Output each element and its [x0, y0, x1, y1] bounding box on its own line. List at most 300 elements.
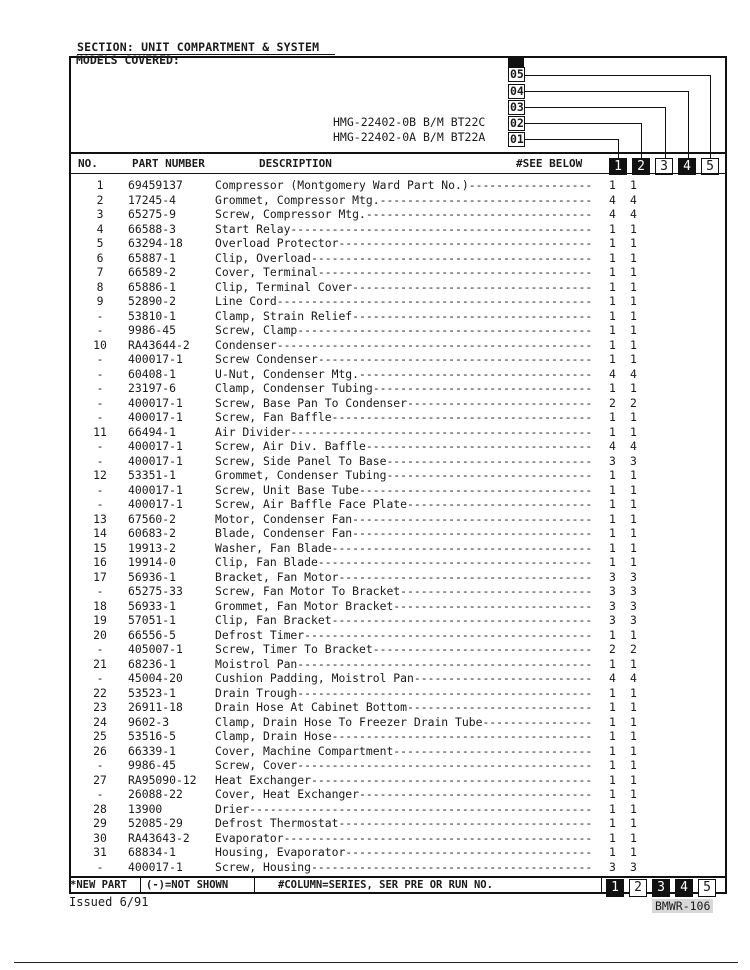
part-number: 53810-1 [128, 308, 177, 323]
part-description: Overload Protector------------------------------------- [215, 236, 593, 250]
table-row [0, 584, 750, 598]
quantity-col-2: 1 [630, 178, 637, 192]
quantity-col-1: 1 [609, 337, 616, 352]
footer-series-2: 2 [629, 879, 647, 897]
quantity-col-1: 1 [609, 410, 616, 424]
quantity-col-2: 1 [630, 468, 637, 482]
table-row [0, 860, 750, 874]
leader-line [525, 139, 619, 140]
table-row [0, 251, 750, 265]
table-row [0, 555, 750, 569]
quantity-col-1: 3 [609, 598, 616, 613]
footer-column-note: #COLUMN=SERIES, SER PRE OR RUN NO. [278, 879, 493, 891]
part-description: Clamp, Drain Hose To Freezer Drain Tube---------------- [215, 714, 593, 729]
table-row [0, 381, 750, 395]
table-row [0, 758, 750, 772]
table-row [0, 787, 750, 801]
part-description: Evaporator--------------------------------------------- [215, 830, 593, 845]
table-row [0, 541, 750, 555]
quantity-col-1: 1 [609, 729, 616, 743]
table-row [0, 512, 750, 526]
table-row [0, 657, 750, 671]
part-description: Condenser---------------------------------------------- [215, 337, 593, 352]
model-line: HMG-22402-0A B/M BT22A [333, 130, 486, 144]
quantity-col-2: 2 [630, 395, 637, 410]
part-description: Cover, Heat Exchanger---------------------------------- [215, 787, 593, 801]
quantity-col-2: 1 [630, 656, 637, 671]
quantity-col-1: 3 [609, 569, 616, 584]
part-number: 405007-1 [128, 642, 183, 656]
item-number: 17 [93, 569, 107, 584]
part-number: 66588-3 [128, 221, 177, 236]
table-row [0, 468, 750, 482]
quantity-col-2: 1 [630, 294, 637, 308]
table-row [0, 831, 750, 845]
quantity-col-2: 1 [630, 308, 637, 323]
part-number: 9986-45 [128, 758, 177, 772]
part-description: Defrost Thermostat------------------------------------- [215, 816, 593, 830]
table-row [0, 454, 750, 468]
quantity-col-2: 4 [630, 207, 637, 221]
part-number: 400017-1 [128, 352, 183, 366]
part-number: RA43643-2 [128, 830, 190, 845]
footer-divider [254, 877, 255, 894]
table-row [0, 193, 750, 207]
quantity-col-1: 1 [609, 830, 616, 845]
footer-rule [70, 876, 726, 878]
part-number: 19913-2 [128, 540, 177, 555]
quantity-col-1: 1 [609, 468, 616, 482]
footer-series-1: 1 [606, 879, 624, 897]
item-number: 6 [96, 250, 104, 265]
col-header-description: DESCRIPTION [259, 157, 332, 170]
part-number: 400017-1 [128, 453, 183, 468]
table-row [0, 845, 750, 859]
quantity-col-2: 1 [630, 787, 637, 801]
quantity-col-2: 1 [630, 279, 637, 294]
item-number: 27 [93, 772, 107, 787]
table-row [0, 526, 750, 540]
quantity-col-2: 3 [630, 613, 637, 627]
quantity-col-1: 1 [609, 381, 616, 395]
leader-line [525, 123, 642, 124]
table-row [0, 570, 750, 584]
quantity-col-1: 1 [609, 265, 616, 279]
series-column-1: 1 [609, 158, 627, 175]
footer-divider [601, 877, 602, 894]
leader-line [688, 91, 689, 159]
quantity-col-2: 4 [630, 439, 637, 453]
quantity-col-1: 1 [609, 294, 616, 308]
table-row [0, 280, 750, 294]
table-row [0, 729, 750, 743]
item-number: 30 [93, 830, 107, 845]
quantity-col-1: 3 [609, 453, 616, 468]
part-description: Screw, Timer To Bracket-------------------------------- [215, 642, 593, 656]
part-number: 23197-6 [128, 381, 177, 395]
part-description: Screw, Air Baffle Face Plate--------------------------- [215, 497, 593, 511]
part-number: 52890-2 [128, 294, 177, 308]
quantity-col-1: 1 [609, 526, 616, 540]
quantity-col-1: 2 [609, 642, 616, 656]
series-column-5: 5 [701, 158, 719, 175]
quantity-col-2: 3 [630, 598, 637, 613]
part-description: U-Nut, Condenser Mtg.---------------------------------- [215, 366, 593, 381]
quantity-col-2: 2 [630, 642, 637, 656]
part-description: Heat Exchanger----------------------------------------- [215, 772, 593, 787]
quantity-col-1: 1 [609, 308, 616, 323]
quantity-col-2: 1 [630, 323, 637, 337]
quantity-col-1: 1 [609, 743, 616, 758]
quantity-col-1: 3 [609, 584, 616, 598]
part-number: 400017-1 [128, 439, 183, 453]
part-description: Cover, Machine Compartment----------------------------- [215, 743, 593, 758]
item-number: - [96, 671, 104, 685]
quantity-col-2: 1 [630, 221, 637, 236]
leader-line [525, 75, 711, 76]
table-row [0, 338, 750, 352]
part-description: Start Relay-------------------------------------------- [215, 221, 593, 236]
item-number: 28 [93, 801, 107, 816]
part-description: Drain Trough------------------------------------------- [215, 685, 593, 700]
item-number: 19 [93, 613, 107, 627]
footer-new-part: *NEW PART [70, 879, 127, 891]
table-row [0, 599, 750, 613]
part-number: 53516-5 [128, 729, 177, 743]
quantity-col-2: 4 [630, 366, 637, 381]
quantity-col-2: 1 [630, 424, 637, 439]
col-header-see-below: #SEE BELOW [516, 157, 583, 170]
part-number: 68236-1 [128, 656, 177, 671]
quantity-col-2: 1 [630, 714, 637, 729]
quantity-col-1: 1 [609, 845, 616, 859]
quantity-col-1: 1 [609, 787, 616, 801]
part-number: 65275-9 [128, 207, 177, 221]
quantity-col-1: 3 [609, 613, 616, 627]
item-number: 18 [93, 598, 107, 613]
part-number: 45004-20 [128, 671, 183, 685]
item-number: - [96, 859, 104, 874]
quantity-col-1: 4 [609, 207, 616, 221]
table-row [0, 396, 750, 410]
item-number: 24 [93, 714, 107, 729]
footer-series-3: 3 [652, 879, 670, 897]
leader-line [618, 139, 619, 159]
quantity-col-1: 1 [609, 236, 616, 250]
quantity-col-2: 4 [630, 192, 637, 207]
table-row [0, 642, 750, 656]
part-number: 65275-33 [128, 584, 183, 598]
table-row [0, 671, 750, 685]
quantity-col-1: 3 [609, 859, 616, 874]
part-description: Cushion Padding, Moistrol Pan-------------------------- [215, 671, 593, 685]
part-description: Moistrol Pan------------------------------------------- [215, 656, 593, 671]
quantity-col-1: 1 [609, 511, 616, 526]
part-description: Grommet, Compressor Mtg.------------------------------- [215, 192, 593, 207]
part-number: RA43644-2 [128, 337, 190, 352]
part-number: RA95090-12 [128, 772, 197, 787]
part-description: Screw Condenser---------------------------------------- [215, 352, 593, 366]
part-number: 400017-1 [128, 482, 183, 497]
quantity-col-2: 1 [630, 729, 637, 743]
item-number: 4 [96, 221, 104, 236]
part-description: Screw, Fan Baffle-------------------------------------- [215, 410, 593, 424]
page-code: BMWR-106 [652, 899, 713, 913]
part-number: 67560-2 [128, 511, 177, 526]
table-row [0, 613, 750, 627]
part-number: 400017-1 [128, 497, 183, 511]
item-number: - [96, 497, 104, 511]
part-number: 66494-1 [128, 424, 177, 439]
part-description: Clamp, Drain Hose-------------------------------------- [215, 729, 593, 743]
part-description: Screw, Fan Motor To Bracket---------------------------- [215, 584, 593, 598]
item-number: 25 [93, 729, 107, 743]
quantity-col-2: 1 [630, 830, 637, 845]
quantity-col-1: 1 [609, 714, 616, 729]
quantity-col-2: 1 [630, 743, 637, 758]
item-number: 26 [93, 743, 107, 758]
item-number: - [96, 642, 104, 656]
quantity-col-2: 1 [630, 540, 637, 555]
section-title: SECTION: UNIT COMPARTMENT & SYSTEM [77, 40, 320, 54]
item-number: 21 [93, 656, 107, 671]
item-number: 13 [93, 511, 107, 526]
quantity-col-1: 1 [609, 178, 616, 192]
quantity-col-2: 3 [630, 569, 637, 584]
part-number: 60683-2 [128, 526, 177, 540]
table-row [0, 816, 750, 830]
part-number: 65886-1 [128, 279, 177, 294]
item-number: 9 [96, 294, 104, 308]
part-description: Compressor (Montgomery Ward Part No.)------------------ [215, 178, 593, 192]
quantity-col-2: 1 [630, 265, 637, 279]
part-description: Defrost Timer------------------------------------------ [215, 627, 593, 642]
table-row [0, 628, 750, 642]
table-row [0, 773, 750, 787]
quantity-col-2: 1 [630, 700, 637, 714]
part-description: Cover, Terminal---------------------------------------- [215, 265, 593, 279]
quantity-col-2: 1 [630, 772, 637, 787]
part-description: Air Divider-------------------------------------------- [215, 424, 593, 439]
item-number: 29 [93, 816, 107, 830]
part-number: 53523-1 [128, 685, 177, 700]
quantity-col-1: 1 [609, 250, 616, 265]
table-row [0, 700, 750, 714]
item-number: - [96, 787, 104, 801]
part-description: Clip, Fan Bracket-------------------------------------- [215, 613, 593, 627]
issued-date: Issued 6/91 [69, 895, 149, 909]
header-rule [70, 152, 726, 154]
quantity-col-2: 1 [630, 381, 637, 395]
part-description: Motor, Condenser Fan----------------------------------- [215, 511, 593, 526]
part-number: 26088-22 [128, 787, 183, 801]
item-number: - [96, 758, 104, 772]
leader-line [710, 75, 711, 159]
part-description: Drier-------------------------------------------------- [215, 801, 593, 816]
item-number: 1 [96, 178, 104, 192]
part-description: Screw, Cover------------------------------------------- [215, 758, 593, 772]
item-number: - [96, 366, 104, 381]
model-line: HMG-22402-0B B/M BT22C [333, 115, 486, 129]
quantity-col-1: 1 [609, 700, 616, 714]
quantity-col-2: 3 [630, 584, 637, 598]
quantity-col-1: 1 [609, 555, 616, 569]
table-row [0, 439, 750, 453]
item-number: 14 [93, 526, 107, 540]
footer-not-shown: (-)=NOT SHOWN [146, 879, 229, 891]
part-description: Clamp, Condenser Tubing-------------------------------- [215, 381, 593, 395]
item-number: - [96, 352, 104, 366]
column-code-box: 02 [510, 116, 524, 130]
quantity-col-1: 1 [609, 424, 616, 439]
part-number: 56933-1 [128, 598, 177, 613]
part-description: Grommet, Fan Motor Bracket----------------------------- [215, 598, 593, 613]
table-row [0, 222, 750, 236]
quantity-col-1: 1 [609, 656, 616, 671]
table-row [0, 497, 750, 511]
item-number: - [96, 381, 104, 395]
footer-divider [140, 877, 141, 894]
item-number: 11 [93, 424, 107, 439]
part-description: Bracket, Fan Motor------------------------------------- [215, 569, 593, 584]
part-description: Blade, Condenser Fan----------------------------------- [215, 526, 593, 540]
item-number: 5 [96, 236, 104, 250]
part-description: Screw, Compressor Mtg.--------------------------------- [215, 207, 593, 221]
part-number: 65887-1 [128, 250, 177, 265]
part-description: Screw, Air Div. Baffle--------------------------------- [215, 439, 593, 453]
item-number: - [96, 308, 104, 323]
part-description: Housing, Evaporator------------------------------------ [215, 845, 593, 859]
quantity-col-1: 1 [609, 482, 616, 497]
quantity-col-2: 1 [630, 555, 637, 569]
part-number: 52085-29 [128, 816, 183, 830]
quantity-col-2: 1 [630, 337, 637, 352]
part-description: Washer, Fan Blade-------------------------------------- [215, 540, 593, 555]
quantity-col-1: 1 [609, 627, 616, 642]
quantity-col-2: 1 [630, 685, 637, 700]
quantity-col-2: 3 [630, 859, 637, 874]
series-column-3: 3 [655, 158, 673, 175]
col-header-no: NO. [78, 157, 98, 170]
item-number: 23 [93, 700, 107, 714]
column-code-box: 04 [510, 84, 524, 98]
part-number: 53351-1 [128, 468, 177, 482]
item-number: 22 [93, 685, 107, 700]
part-number: 57051-1 [128, 613, 177, 627]
table-row [0, 425, 750, 439]
table-row [0, 352, 750, 366]
quantity-col-2: 1 [630, 236, 637, 250]
part-number: 400017-1 [128, 395, 183, 410]
table-row [0, 265, 750, 279]
quantity-col-1: 2 [609, 395, 616, 410]
part-number: 400017-1 [128, 410, 183, 424]
table-row [0, 802, 750, 816]
table-row [0, 686, 750, 700]
quantity-col-2: 1 [630, 526, 637, 540]
column-code-box: 05 [510, 67, 524, 81]
table-row [0, 294, 750, 308]
item-number: - [96, 410, 104, 424]
item-number: 2 [96, 192, 104, 207]
item-number: 16 [93, 555, 107, 569]
part-description: Screw, Side Panel To Base------------------------------ [215, 453, 593, 468]
item-number: 7 [96, 265, 104, 279]
table-row [0, 410, 750, 424]
part-number: 68834-1 [128, 845, 177, 859]
quantity-col-2: 1 [630, 801, 637, 816]
table-row [0, 715, 750, 729]
header-rule [70, 173, 726, 174]
quantity-col-1: 4 [609, 671, 616, 685]
quantity-col-2: 1 [630, 816, 637, 830]
quantity-col-2: 1 [630, 482, 637, 497]
table-row [0, 178, 750, 192]
models-covered-label: MODELS COVERED: [76, 53, 180, 67]
quantity-col-1: 1 [609, 352, 616, 366]
part-description: Screw, Clamp------------------------------------------- [215, 323, 593, 337]
part-number: 56936-1 [128, 569, 177, 584]
quantity-col-2: 1 [630, 511, 637, 526]
column-code-box: 03 [510, 100, 524, 114]
leader-line [525, 91, 689, 92]
part-number: 17245-4 [128, 192, 177, 207]
part-number: 66589-2 [128, 265, 177, 279]
part-description: Screw, Unit Base Tube---------------------------------- [215, 482, 593, 497]
quantity-col-1: 1 [609, 801, 616, 816]
item-number: - [96, 323, 104, 337]
table-row [0, 483, 750, 497]
part-description: Clip, Fan Blade---------------------------------------- [215, 555, 593, 569]
part-number: 13900 [128, 801, 163, 816]
quantity-col-1: 1 [609, 816, 616, 830]
bottom-rule [14, 962, 738, 963]
quantity-col-2: 3 [630, 453, 637, 468]
part-description: Drain Hose At Cabinet Bottom--------------------------- [215, 700, 593, 714]
part-number: 66556-5 [128, 627, 177, 642]
column-code-box: 01 [510, 132, 524, 146]
quantity-col-1: 1 [609, 497, 616, 511]
quantity-col-1: 1 [609, 685, 616, 700]
item-number: - [96, 584, 104, 598]
quantity-col-2: 4 [630, 671, 637, 685]
series-column-2: 2 [632, 158, 650, 175]
table-row [0, 744, 750, 758]
quantity-col-1: 1 [609, 540, 616, 555]
quantity-col-2: 1 [630, 250, 637, 265]
series-column-4: 4 [678, 158, 696, 175]
table-row [0, 323, 750, 337]
quantity-col-1: 1 [609, 279, 616, 294]
quantity-col-1: 1 [609, 323, 616, 337]
part-number: 60408-1 [128, 366, 177, 381]
part-number: 9986-45 [128, 323, 177, 337]
part-number: 19914-0 [128, 555, 177, 569]
part-description: Screw, Housing----------------------------------------- [215, 859, 593, 874]
item-number: 8 [96, 279, 104, 294]
quantity-col-2: 1 [630, 845, 637, 859]
item-number: - [96, 395, 104, 410]
footer-series-4: 4 [675, 879, 693, 897]
part-number: 66339-1 [128, 743, 177, 758]
quantity-col-2: 1 [630, 627, 637, 642]
table-row [0, 309, 750, 323]
quantity-col-1: 4 [609, 366, 616, 381]
column-marker [508, 57, 524, 67]
item-number: 31 [93, 845, 107, 859]
quantity-col-1: 1 [609, 758, 616, 772]
part-description: Screw, Base Pan To Condenser--------------------------- [215, 395, 593, 410]
